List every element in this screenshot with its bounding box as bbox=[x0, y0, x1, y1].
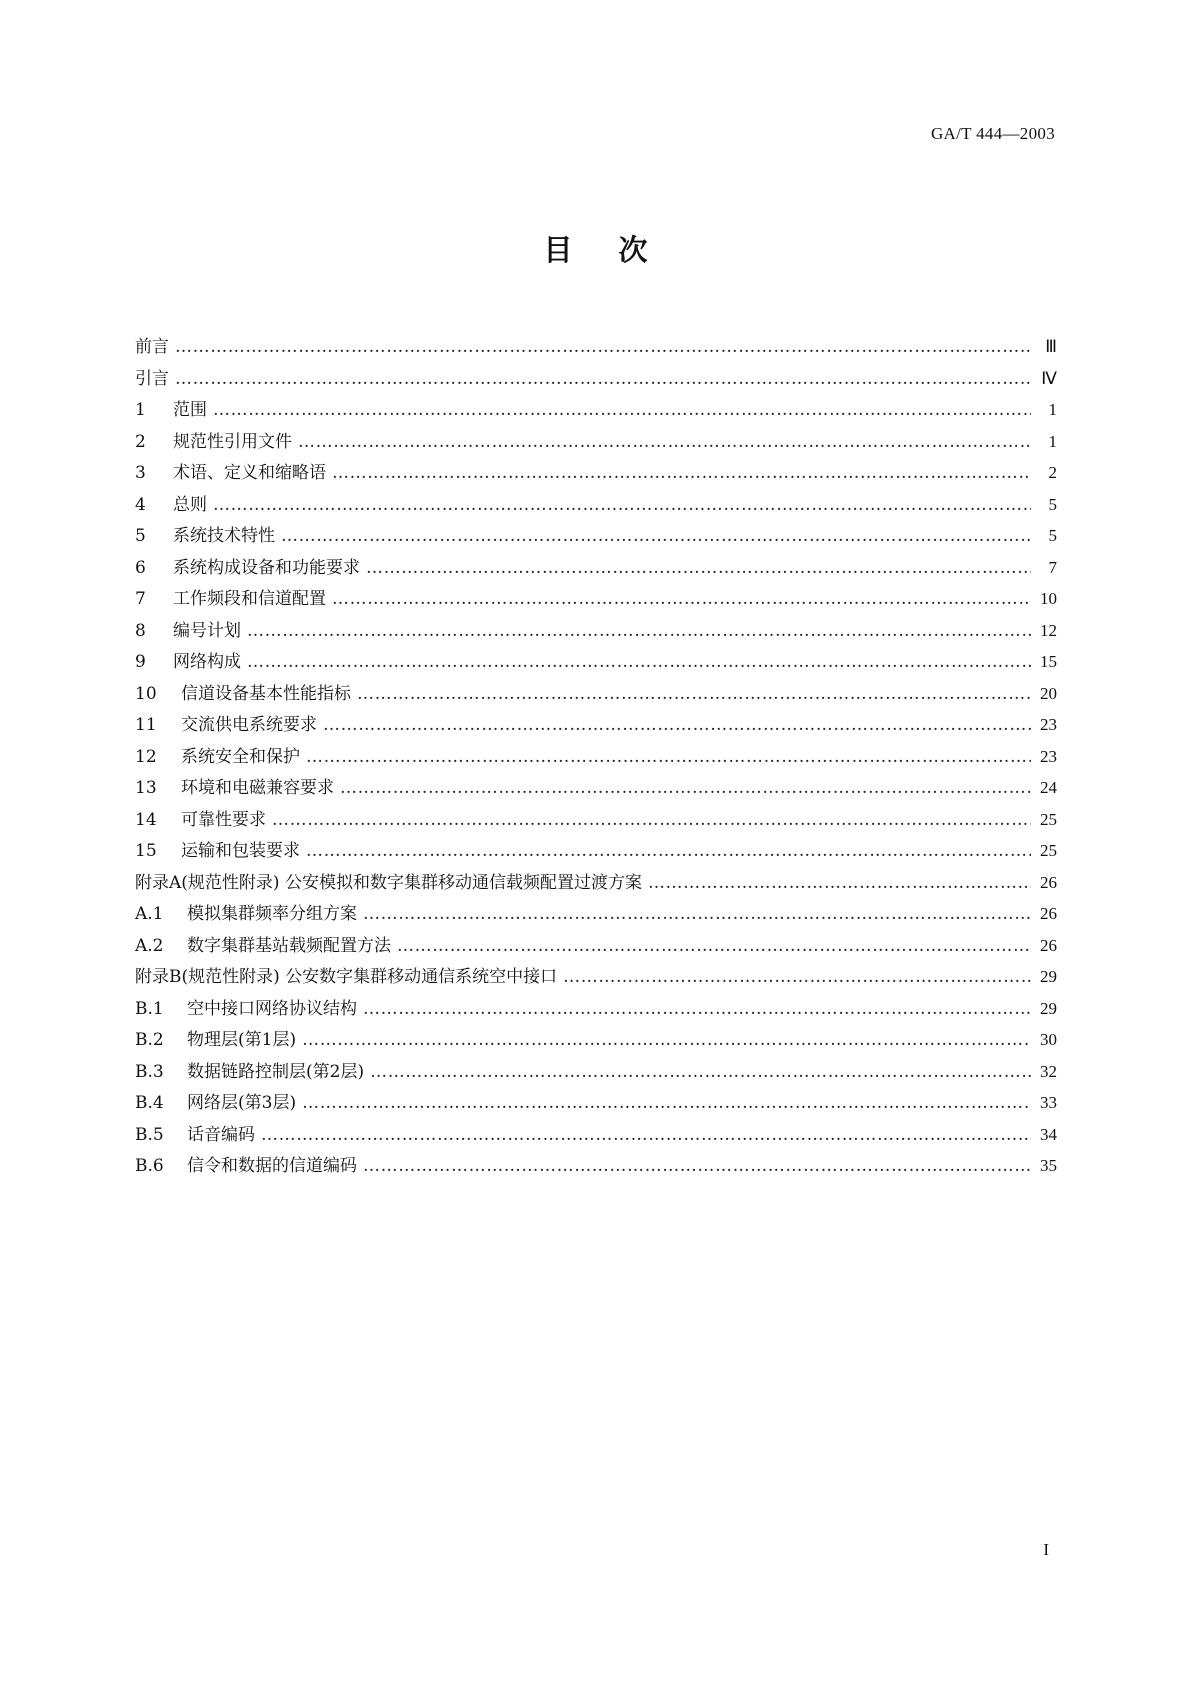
toc-leader-dots bbox=[648, 868, 1031, 899]
toc-entry-number: 10 bbox=[135, 683, 157, 704]
toc-leader-dots bbox=[213, 395, 1031, 426]
toc-entry-title: 空中接口网络协议结构 bbox=[187, 998, 357, 1019]
toc-leader-dots bbox=[323, 710, 1031, 741]
toc-entry-page: 15 bbox=[1040, 652, 1057, 671]
toc-entry-number: B.5 bbox=[135, 1124, 164, 1145]
toc-entry[interactable] bbox=[135, 930, 1057, 962]
toc-leader-dots bbox=[332, 458, 1031, 489]
toc-entry-page: 26 bbox=[1040, 872, 1057, 892]
toc-entry[interactable] bbox=[135, 583, 1057, 615]
toc-entry-page: 30 bbox=[1040, 1030, 1057, 1049]
toc-entry-page: 29 bbox=[1040, 998, 1057, 1018]
toc-entry-number: 15 bbox=[135, 841, 157, 861]
toc-leader-dots bbox=[366, 553, 1031, 584]
toc-entry-number: B.2 bbox=[135, 1030, 164, 1050]
toc-entry[interactable] bbox=[135, 615, 1057, 647]
toc-entry-title: 信令和数据的信道编码 bbox=[187, 1156, 357, 1176]
toc-entry-page: 34 bbox=[1040, 1124, 1057, 1144]
toc-entry-title: 工作频段和信道配置 bbox=[173, 589, 326, 609]
toc-entry-page: 32 bbox=[1040, 1061, 1057, 1081]
toc-leader-dots bbox=[261, 1120, 1031, 1151]
toc-entry-number: 9 bbox=[135, 652, 146, 672]
toc-entry-page: 33 bbox=[1040, 1093, 1057, 1112]
toc-leader-dots bbox=[363, 994, 1031, 1025]
toc-entry-number: 3 bbox=[135, 463, 146, 483]
toc-entry[interactable] bbox=[135, 867, 1057, 899]
toc-entry-page: 5 bbox=[1048, 494, 1057, 514]
toc-entry-number: B.6 bbox=[135, 1156, 164, 1176]
toc-entry-number: 2 bbox=[135, 431, 146, 452]
toc-leader-dots bbox=[298, 427, 1031, 458]
toc-entry-number: B.3 bbox=[135, 1061, 164, 1082]
toc-entry[interactable] bbox=[135, 709, 1057, 741]
toc-leader-dots bbox=[363, 899, 1031, 930]
toc-entry[interactable] bbox=[135, 363, 1057, 395]
toc-leader-dots bbox=[370, 1057, 1031, 1088]
toc-entry-number: B.1 bbox=[135, 998, 164, 1019]
toc-entry[interactable] bbox=[135, 489, 1057, 521]
toc-entry[interactable] bbox=[135, 993, 1057, 1025]
toc-entry-page: 29 bbox=[1040, 967, 1057, 986]
page-number: I bbox=[1043, 1540, 1049, 1559]
toc-entry-title: 引言 bbox=[135, 368, 169, 389]
toc-entry-number: 14 bbox=[135, 809, 157, 830]
toc-entry-page: 1 bbox=[1048, 400, 1057, 419]
toc-leader-dots bbox=[272, 805, 1031, 836]
toc-leader-dots bbox=[247, 616, 1031, 647]
toc-entry-title: 环境和电磁兼容要求 bbox=[181, 778, 334, 798]
toc-entry[interactable] bbox=[135, 1119, 1057, 1151]
toc-leader-dots bbox=[302, 1025, 1031, 1056]
toc-entry-page: 26 bbox=[1040, 904, 1057, 923]
toc-entry-title: 附录B(规范性附录) 公安数字集群移动通信系统空中接口 bbox=[135, 967, 558, 987]
toc-entry-number: 6 bbox=[135, 557, 146, 578]
toc-entry-number: 5 bbox=[135, 526, 146, 546]
standard-code: GA/T 444—2003 bbox=[930, 124, 1055, 143]
toc-leader-dots bbox=[281, 521, 1031, 552]
toc-entry[interactable] bbox=[135, 520, 1057, 552]
toc-leader-dots bbox=[175, 332, 1031, 363]
toc-entry[interactable] bbox=[135, 457, 1057, 489]
toc-entry-title: 模拟集群频率分组方案 bbox=[187, 904, 357, 924]
toc-entry-page: 12 bbox=[1040, 620, 1057, 640]
toc-entry[interactable] bbox=[135, 1056, 1057, 1088]
toc-entry[interactable] bbox=[135, 552, 1057, 584]
toc-leader-dots bbox=[563, 962, 1031, 993]
toc-entry-page: 35 bbox=[1040, 1156, 1057, 1175]
toc-entry[interactable] bbox=[135, 772, 1057, 804]
toc-entry-title: 范围 bbox=[173, 400, 207, 420]
toc-entry-number: 13 bbox=[135, 778, 157, 798]
toc-entry-number: 4 bbox=[135, 494, 146, 515]
toc-leader-dots bbox=[340, 773, 1031, 804]
toc-leader-dots bbox=[397, 931, 1031, 962]
toc-entry-title: 规范性引用文件 bbox=[173, 431, 292, 452]
toc-entry-page: 23 bbox=[1040, 715, 1057, 734]
toc-entry-page: 2 bbox=[1048, 463, 1057, 482]
toc-entry-number: 11 bbox=[135, 715, 157, 735]
toc-leader-dots bbox=[302, 1088, 1031, 1119]
toc-entry[interactable] bbox=[135, 331, 1057, 363]
toc-entry-number: 1 bbox=[135, 400, 146, 420]
toc-leader-dots bbox=[357, 679, 1031, 710]
toc-entry-page: 24 bbox=[1040, 778, 1057, 797]
toc-entry-page: 23 bbox=[1040, 746, 1057, 766]
toc-entry-title: 编号计划 bbox=[173, 620, 241, 641]
toc-entry-title: 数据链路控制层(第2层) bbox=[187, 1061, 365, 1082]
toc-leader-dots bbox=[306, 836, 1031, 867]
toc-entry-page: 1 bbox=[1048, 431, 1057, 451]
toc-entry[interactable] bbox=[135, 1087, 1057, 1119]
toc-leader-dots bbox=[363, 1151, 1031, 1182]
toc-leader-dots bbox=[332, 584, 1031, 615]
toc-entry[interactable] bbox=[135, 898, 1057, 930]
toc-entry[interactable] bbox=[135, 678, 1057, 710]
toc-entry-page: 26 bbox=[1040, 935, 1057, 955]
page-title: 目次 bbox=[543, 233, 694, 267]
toc-entry-title: 前言 bbox=[135, 337, 169, 357]
toc-entry[interactable] bbox=[135, 961, 1057, 993]
toc-entry[interactable] bbox=[135, 804, 1057, 836]
toc-entry-title: 话音编码 bbox=[187, 1124, 255, 1145]
toc-entry-page: 20 bbox=[1040, 683, 1057, 703]
toc-entry-title: 术语、定义和缩略语 bbox=[173, 463, 326, 483]
toc-entry-title: 可靠性要求 bbox=[181, 809, 266, 830]
toc-leader-dots bbox=[247, 647, 1031, 678]
toc-entry-title: 网络层(第3层) bbox=[187, 1093, 297, 1113]
toc-entry-page: Ⅲ bbox=[1045, 337, 1057, 356]
toc-entry-page: Ⅳ bbox=[1041, 368, 1057, 388]
toc-entry-number: 7 bbox=[135, 589, 146, 609]
toc-entry[interactable] bbox=[135, 1024, 1057, 1056]
toc-entry-title: 交流供电系统要求 bbox=[181, 715, 317, 735]
toc-entry-page: 7 bbox=[1048, 557, 1057, 577]
toc-entry-title: 系统技术特性 bbox=[173, 526, 275, 546]
toc-entry-title: 附录A(规范性附录) 公安模拟和数字集群移动通信载频配置过渡方案 bbox=[135, 872, 642, 893]
toc-entry[interactable] bbox=[135, 394, 1057, 426]
toc-entry[interactable] bbox=[135, 835, 1057, 867]
toc-entry-title: 系统构成设备和功能要求 bbox=[173, 557, 360, 578]
toc-entry[interactable] bbox=[135, 646, 1057, 678]
toc-entry-number: 8 bbox=[135, 620, 146, 641]
toc-entry[interactable] bbox=[135, 426, 1057, 458]
toc-entry-page: 10 bbox=[1040, 589, 1057, 608]
toc-entry-title: 信道设备基本性能指标 bbox=[181, 683, 351, 704]
toc-entry-title: 物理层(第1层) bbox=[187, 1030, 297, 1050]
toc-entry-number: A.2 bbox=[135, 935, 164, 956]
toc-entry-page: 25 bbox=[1040, 841, 1057, 860]
toc-entry-title: 运输和包装要求 bbox=[181, 841, 300, 861]
toc-leader-dots bbox=[175, 364, 1031, 395]
toc-entry-number: 12 bbox=[135, 746, 157, 767]
toc-entry-title: 数字集群基站载频配置方法 bbox=[187, 935, 391, 956]
toc-entry-page: 5 bbox=[1048, 526, 1057, 545]
toc-entry-title: 系统安全和保护 bbox=[181, 746, 300, 767]
toc-entry-number: B.4 bbox=[135, 1093, 164, 1113]
toc-leader-dots bbox=[213, 490, 1031, 521]
toc-entry[interactable] bbox=[135, 1150, 1057, 1182]
toc-entry-number: A.1 bbox=[135, 904, 164, 924]
table-of-contents bbox=[135, 331, 1057, 1182]
toc-entry-title: 总则 bbox=[173, 494, 207, 515]
toc-entry-title: 网络构成 bbox=[173, 652, 241, 672]
toc-entry[interactable] bbox=[135, 741, 1057, 773]
toc-entry-page: 25 bbox=[1040, 809, 1057, 829]
toc-leader-dots bbox=[306, 742, 1031, 773]
